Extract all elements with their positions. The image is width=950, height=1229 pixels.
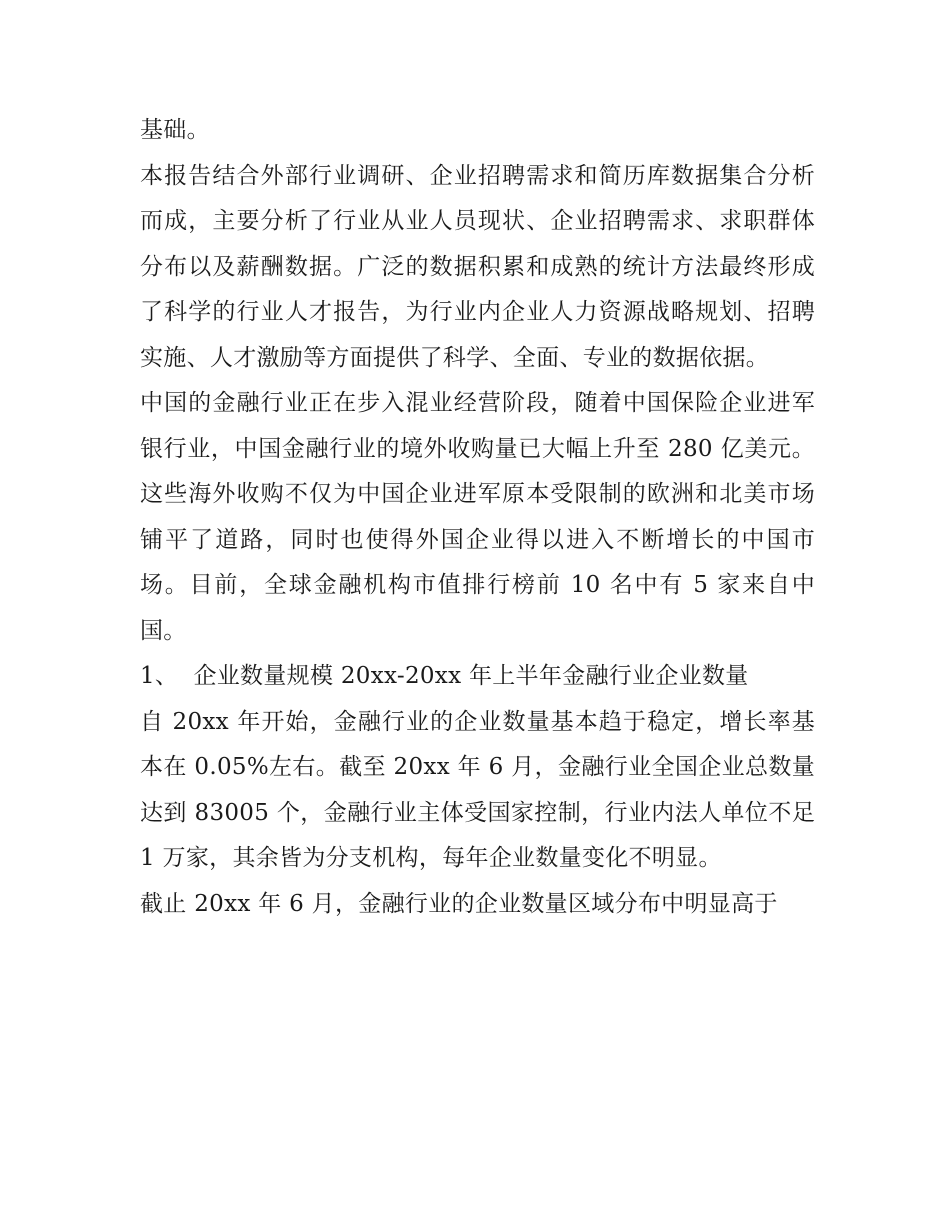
document-body: [140, 108, 815, 927]
paragraph-industry-overview: 中国的金融行业正在步入混业经营阶段，随着中国保险企业进军银行业，中国金融行业的境外收购量已大幅上升至 280 亿美元。这些海外收购不仅为中国企业进军原本受限制的欧洲和北美市场铺平了道路，同时也使得外国企业得以进入不断增长的中国市场。目前，全球金融机构市值排行榜前 10 名中有 5 家来自中国。: [140, 390, 815, 644]
section-heading-enterprise-count: 1、 企业数量规模 20xx-20xx 年上半年金融行业企业数量: [140, 663, 749, 689]
paragraph-enterprise-count: 自 20xx 年开始，金融行业的企业数量基本趋于稳定，增长率基本在 0.05%左右。截至 20xx 年 6 月，金融行业全国企业总数量达到 83005 个，金融行业主体受国家控制，行业内法人单位不足 1 万家，其余皆为分支机构，每年企业数量变化不明显。: [140, 708, 815, 871]
paragraph-intro-fragment: 基础。: [140, 117, 210, 143]
paragraph-report-summary: 本报告结合外部行业调研、企业招聘需求和简历库数据集合分析而成，主要分析了行业从业人员现状、企业招聘需求、求职群体分布以及薪酬数据。广泛的数据积累和成熟的统计方法最终形成了科学的行业人才报告，为行业内企业人力资源战略规划、招聘实施、人才激励等方面提供了科学、全面、专业的数据依据。: [140, 162, 815, 371]
paragraph-regional-distribution: 截止 20xx 年 6 月，金融行业的企业数量区域分布中明显高于: [140, 890, 778, 917]
